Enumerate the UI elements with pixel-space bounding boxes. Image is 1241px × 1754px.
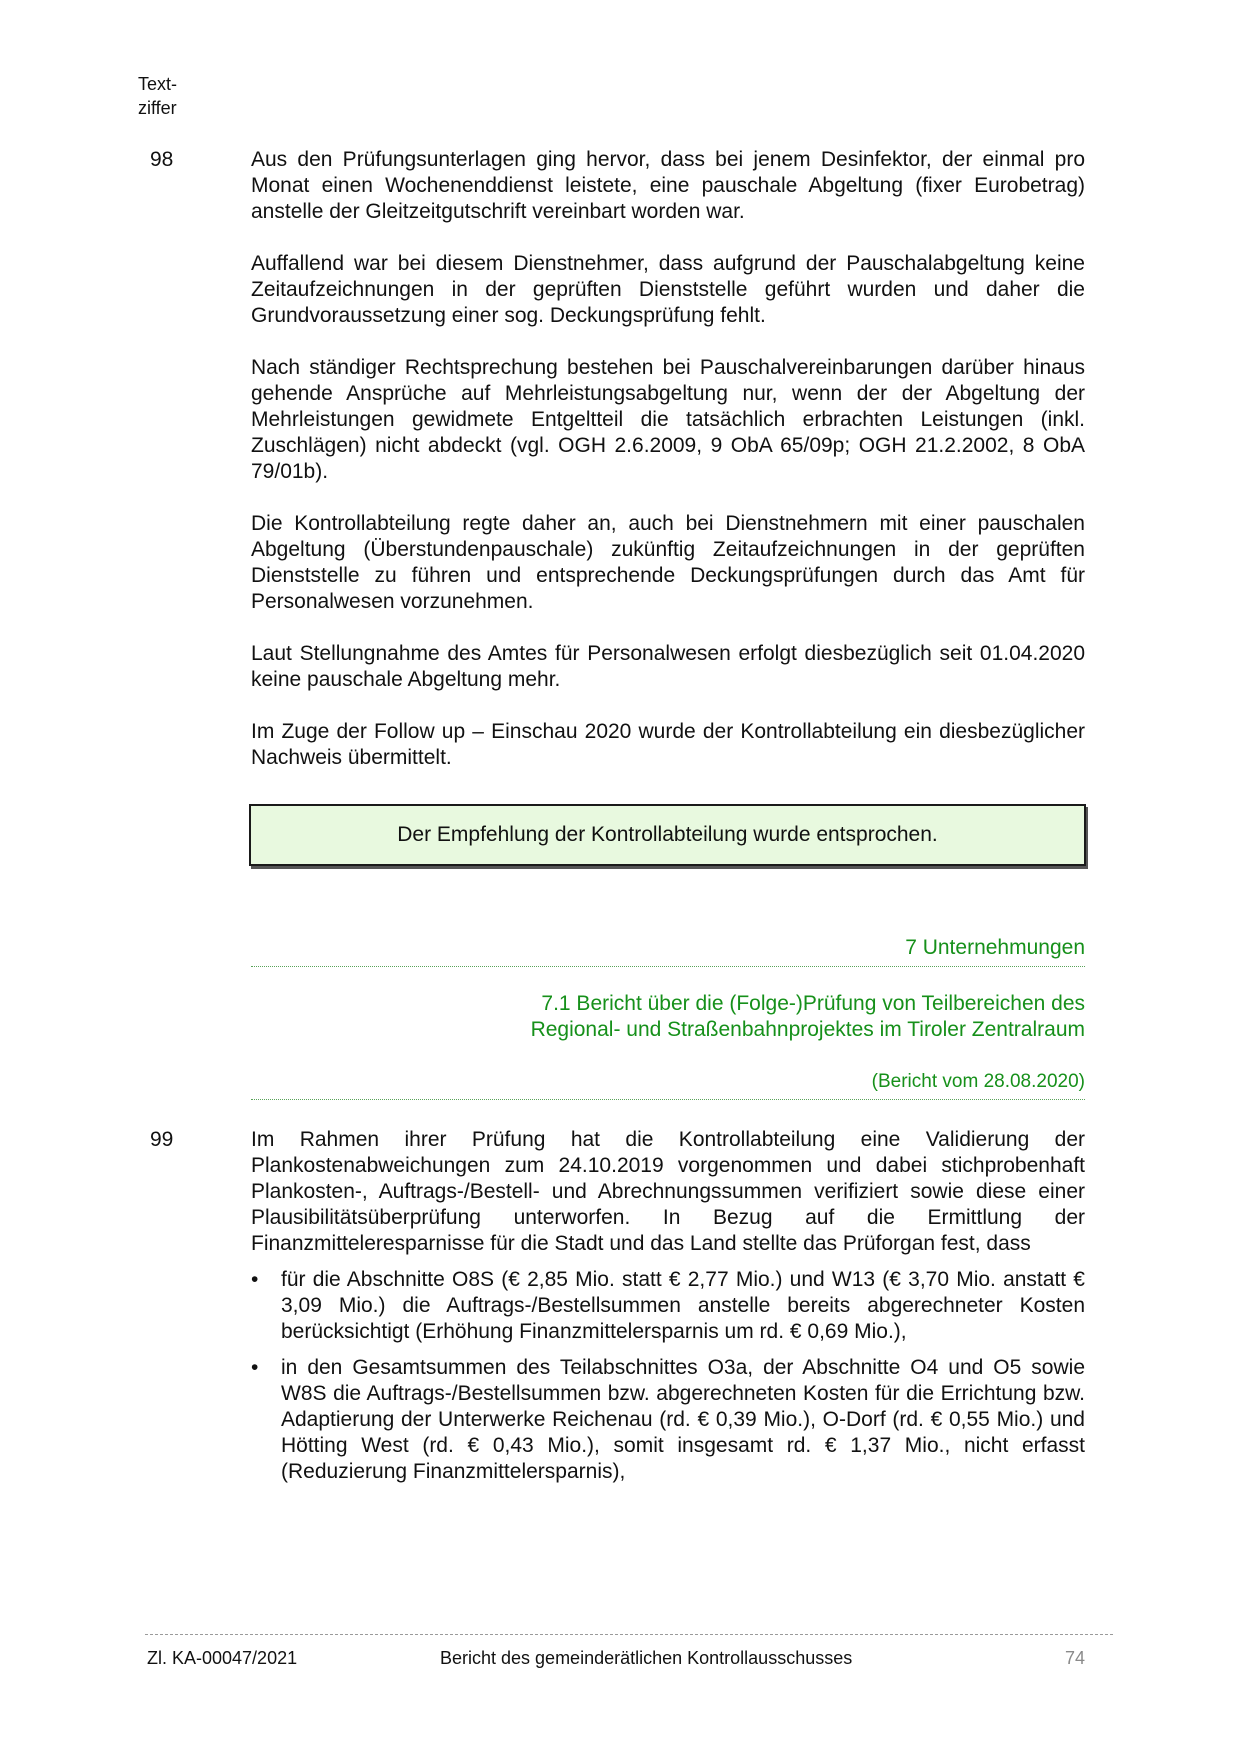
report-date: (Bericht vom 28.08.2020): [871, 1071, 1085, 1092]
list-item-text: für die Abschnitte O8S (€ 2,85 Mio. statt € 2,77 Mio.) und W13 (€ 3,70 Mio. anstatt € 3,09 Mio.) die Auftrags-/Bestellsummen anstelle bereits abgerechneter Kosten berücksichtigt (Erhöhung Finanzmittelersparnis um rd. € 0,69 Mio.),: [281, 1268, 1085, 1343]
bullet-icon: •: [251, 1268, 259, 1291]
heading-divider: [251, 966, 1085, 967]
margin-label-line1: Text-: [138, 74, 178, 94]
section-heading-line2: Regional- und Straßenbahnprojektes im Tiroler Zentralraum: [530, 1018, 1085, 1041]
paragraph: Im Zuge der Follow up – Einschau 2020 wurde der Kontrollabteilung ein diesbezüglicher Nachweis übermittelt.: [251, 720, 1085, 769]
paragraph: Aus den Prüfungsunterlagen ging hervor, dass bei jenem Desinfektor, der einmal pro Monat einen Wochenenddienst leistete, eine pauschale Abgeltung (fixer Eurobetrag) anstelle der Gleitzeitgutschrift vereinbart worden war.: [251, 148, 1085, 223]
section-heading-line1: 7.1 Bericht über die (Folge-)Prüfung von Teilbereichen des: [541, 992, 1085, 1015]
footer-title: Bericht des gemeinderätlichen Kontrollausschusses: [440, 1648, 853, 1668]
recommendation-status-box: [249, 804, 1086, 866]
textziffer-98: 98: [150, 148, 174, 171]
bullet-icon: •: [251, 1356, 259, 1379]
paragraph: Laut Stellungnahme des Amtes für Personalwesen erfolgt diesbezüglich seit 01.04.2020 keine pauschale Abgeltung mehr.: [251, 642, 1085, 691]
heading-divider: [251, 1099, 1085, 1100]
footer-divider: [145, 1634, 1113, 1635]
section-heading: [531, 991, 1085, 1043]
margin-label-line2: ziffer: [138, 98, 177, 118]
paragraph: Im Rahmen ihrer Prüfung hat die Kontrollabteilung eine Validierung der Plankostenabweichungen zum 24.10.2019 vorgenommen und dabei stichprobenhaft Plankosten-, Auftrags-/Bestell- und Abrechnungssummen verifiziert sowie diese einer Plausibilitätsüberprüfung unterworfen. In Bezug auf die Ermittlung der Finanzmitteleresparnisse für die Stadt und das Land stellte das Prüforgan fest, dass: [251, 1128, 1085, 1255]
section-98-body: [251, 147, 1085, 771]
paragraph: Nach ständiger Rechtsprechung bestehen bei Pauschalvereinbarungen darüber hinaus gehende Ansprüche auf Mehrleistungsabgeltung nur, wenn der der Abgeltung der Mehrleistungen gewidmete Entgeltteil die tatsächlich erbrachten Leistungen (inkl. Zuschlägen) nicht abdeckt (vgl. OGH 2.6.2009, 9 ObA 65/09p; OGH 21.2.2002, 8 ObA 79/01b).: [251, 356, 1085, 483]
paragraph: Die Kontrollabteilung regte daher an, auch bei Dienstnehmern mit einer pauschalen Abgeltung (Überstundenpauschale) zukünftig Zeitaufzeichnungen in der geprüften Dienststelle zu führen und entsprechende Deckungsprüfungen durch das Amt für Personalwesen vorzunehmen.: [251, 512, 1085, 613]
footer-reference: Zl. KA-00047/2021: [147, 1648, 298, 1668]
list-item: [251, 1355, 1085, 1485]
page-number: 74: [1064, 1648, 1085, 1668]
section-99-body: [251, 1127, 1085, 1495]
margin-label-textziffer: [138, 72, 177, 120]
paragraph: Auffallend war bei diesem Dienstnehmer, dass aufgrund der Pauschalabgeltung keine Zeitaufzeichnungen in der geprüften Dienststelle geführt wurden und daher die Grundvoraussetzung einer sog. Deckungsprüfung fehlt.: [251, 252, 1085, 327]
recommendation-status-text: Der Empfehlung der Kontrollabteilung wurde entsprochen.: [397, 823, 938, 846]
list-item: [251, 1267, 1085, 1345]
list-item-text: in den Gesamtsummen des Teilabschnittes O3a, der Abschnitte O4 und O5 sowie W8S die Auftrags-/Bestellsummen bzw. abgerechneten Kosten für die Errichtung bzw. Adaptierung der Unterwerke Reichenau (rd. € 0,39 Mio.), O-Dorf (rd. € 0,55 Mio.) und Hötting West (rd. € 0,43 Mio.), somit insgesamt rd. € 1,37 Mio., nicht erfasst (Reduzierung Finanzmittelersparnis),: [281, 1356, 1085, 1483]
textziffer-99: 99: [150, 1128, 174, 1151]
bullet-list: [251, 1267, 1085, 1485]
chapter-heading: 7 Unternehmungen: [905, 936, 1085, 959]
